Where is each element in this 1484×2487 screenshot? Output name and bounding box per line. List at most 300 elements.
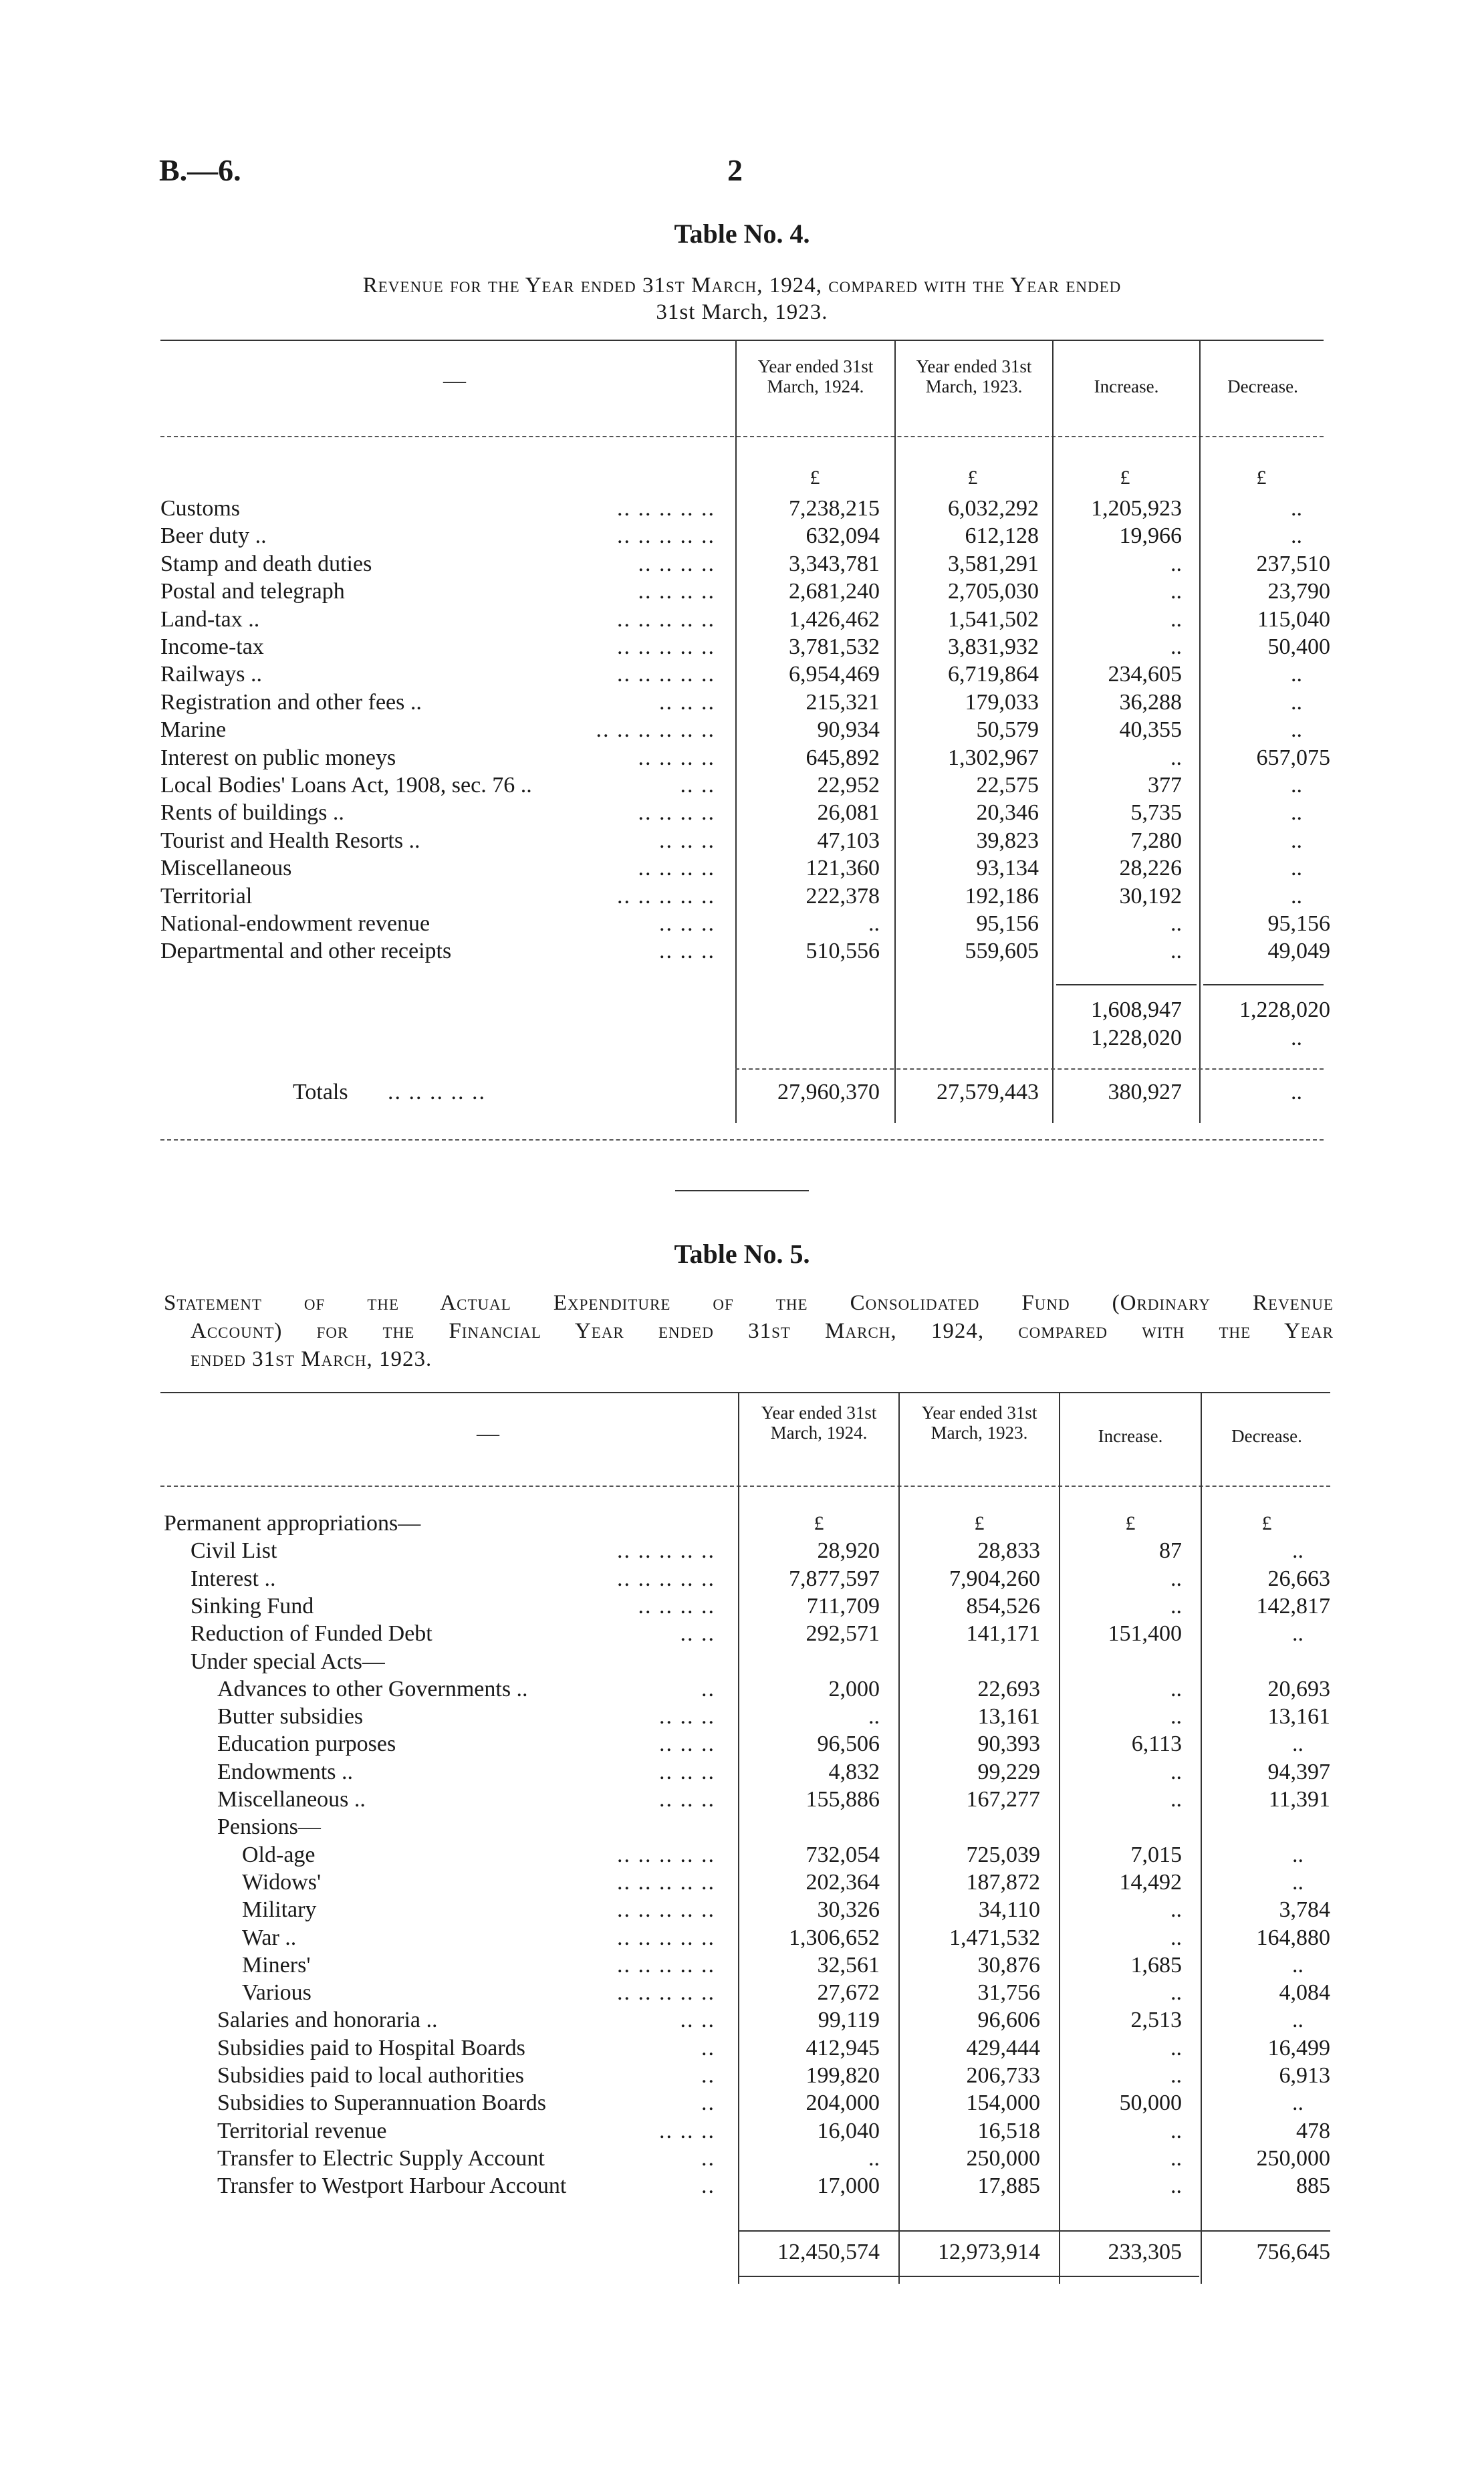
table4-bottom-rule [160, 1139, 1324, 1141]
table4-totals-dots: .. .. .. .. .. [388, 1080, 486, 1104]
table5-row [0, 1648, 1484, 1676]
value-decrease: .. [1291, 717, 1302, 743]
value-1924: 121,360 [806, 856, 880, 881]
row-label: Land-tax .. [160, 606, 260, 632]
value-decrease: .. [1291, 689, 1302, 715]
row-label: Beer duty .. [160, 523, 267, 549]
table5-unit: £ [814, 1512, 824, 1534]
row-label: Civil List [191, 1538, 277, 1564]
table5-title: Table No. 5. [674, 1239, 810, 1269]
value-increase: 1,205,923 [1091, 496, 1182, 521]
table4-subtotal-rule [1203, 984, 1324, 985]
row-label: Postal and telegraph [160, 579, 345, 604]
value-1924: 27,672 [817, 1980, 880, 2006]
value-increase: .. [1170, 551, 1182, 576]
row-leader-dots: .. [701, 2145, 715, 2171]
value-decrease: .. [1291, 856, 1302, 881]
value-decrease: 49,049 [1267, 939, 1330, 964]
value-1923: 1,302,967 [948, 745, 1039, 770]
table5-totals-row [0, 2238, 1484, 2266]
page-number: 2 [727, 153, 743, 187]
row-label: Salaries and honoraria .. [217, 2008, 438, 2033]
value-increase: .. [1170, 1566, 1182, 1591]
value-increase: 151,400 [1108, 1621, 1182, 1647]
row-leader-dots: .. .. .. .. .. [617, 1925, 715, 1950]
value-decrease: 250,000 [1256, 2145, 1330, 2171]
value-1924: 16,040 [817, 2118, 880, 2143]
value-1923: 187,872 [966, 1869, 1040, 1895]
value-1924: 204,000 [806, 2091, 880, 2116]
value-1923: 17,885 [977, 2173, 1040, 2199]
table4-subtotal-row [0, 996, 1484, 1024]
value-1923: 559,605 [965, 939, 1039, 964]
value-1924: 3,343,781 [789, 551, 880, 576]
value-increase: 7,280 [1130, 828, 1182, 853]
row-leader-dots: .. .. .. .. [638, 745, 715, 770]
value-1923: 429,444 [966, 2035, 1040, 2060]
row-leader-dots: .. .. .. .. .. [617, 1869, 715, 1895]
value-1924: 3,781,532 [789, 634, 880, 659]
value-1923: 20,346 [976, 800, 1039, 826]
value-1923: 28,833 [977, 1538, 1040, 1564]
value-increase: .. [1170, 1593, 1182, 1619]
row-leader-dots: .. .. .. .. .. [617, 1952, 715, 1978]
row-leader-dots: .. [701, 2063, 715, 2088]
table5-row [0, 1565, 1484, 1593]
value-increase: .. [1170, 2173, 1182, 2199]
table4-row [0, 606, 1484, 634]
table4-subtotal-decrease: .. [1291, 1026, 1302, 1050]
value-1923: 90,393 [977, 1732, 1040, 1757]
value-decrease: .. [1292, 1952, 1304, 1978]
table4-row [0, 522, 1484, 550]
table5-unit: £ [1125, 1512, 1136, 1534]
value-1923: 1,471,532 [949, 1925, 1040, 1950]
value-decrease: .. [1291, 662, 1302, 687]
row-leader-dots: .. .. [680, 1621, 715, 1647]
value-1924: 17,000 [817, 2173, 880, 2199]
table5-col-increase: Increase. [1098, 1426, 1163, 1446]
row-label: Territorial [160, 883, 253, 909]
row-leader-dots: .. .. .. .. .. [617, 662, 715, 687]
value-decrease: 16,499 [1267, 2035, 1330, 2060]
value-1924: 90,934 [817, 717, 880, 743]
table4-totals-row [0, 1078, 1484, 1106]
table4-row [0, 661, 1484, 689]
table4-unit: £ [1256, 467, 1267, 489]
table4-row [0, 578, 1484, 606]
value-increase: .. [1170, 634, 1182, 659]
value-increase: 50,000 [1119, 2091, 1182, 2116]
row-label: Widows' [242, 1869, 322, 1895]
row-leader-dots: .. .. .. .. .. [617, 1566, 715, 1591]
value-increase: 234,605 [1108, 662, 1182, 687]
table5-row [0, 1786, 1484, 1814]
value-increase: .. [1170, 579, 1182, 604]
table4-header-rule [160, 436, 1324, 437]
value-increase: .. [1170, 1759, 1182, 1784]
value-decrease: .. [1292, 1732, 1304, 1757]
table4-totals-1923: 27,579,443 [937, 1080, 1039, 1104]
table4-subtotal-rule [1056, 984, 1197, 985]
row-leader-dots: .. [701, 1676, 715, 1701]
value-increase: 36,288 [1119, 689, 1182, 715]
value-1923: 154,000 [966, 2091, 1040, 2116]
table5-row [0, 2006, 1484, 2034]
value-increase: .. [1170, 2118, 1182, 2143]
row-leader-dots: .. [701, 2173, 715, 2199]
table4-totals-decrease: .. [1291, 1080, 1302, 1104]
value-decrease: 3,784 [1279, 1897, 1330, 1923]
value-decrease: .. [1292, 2091, 1304, 2116]
table5-row [0, 2117, 1484, 2145]
value-1924: 222,378 [806, 883, 880, 909]
value-increase: 14,492 [1119, 1869, 1182, 1895]
value-1924: 26,081 [817, 800, 880, 826]
table5-row [0, 2172, 1484, 2200]
value-1924: 155,886 [806, 1787, 880, 1812]
value-increase: 87 [1159, 1538, 1182, 1564]
table4-row [0, 882, 1484, 911]
table4-unit: £ [967, 467, 978, 489]
row-leader-dots: .. .. .. [659, 1787, 715, 1812]
value-1923: 3,581,291 [948, 551, 1039, 576]
row-label: Stamp and death duties [160, 551, 372, 576]
row-leader-dots: .. [701, 2091, 715, 2116]
value-decrease: 11,391 [1268, 1787, 1330, 1812]
table4-row [0, 716, 1484, 744]
value-increase: .. [1170, 2035, 1182, 2060]
row-leader-dots: .. [701, 2035, 715, 2060]
value-decrease: .. [1292, 1869, 1304, 1895]
table4-totals-increase: 380,927 [1108, 1080, 1182, 1104]
row-label: Military [242, 1897, 317, 1923]
value-1924: .. [868, 911, 880, 936]
row-leader-dots: .. .. .. .. .. [617, 606, 715, 632]
table5-caption-line3: ended 31st March, 1923. [191, 1347, 432, 1371]
value-1924: 412,945 [806, 2035, 880, 2060]
row-label: Transfer to Electric Supply Account [217, 2145, 545, 2171]
value-increase: 28,226 [1119, 856, 1182, 881]
table4-col-blank: — [443, 368, 466, 393]
value-increase: .. [1170, 1704, 1182, 1730]
value-decrease: .. [1292, 2008, 1304, 2033]
table4-col-decrease: Decrease. [1227, 376, 1298, 396]
row-label: National-endowment revenue [160, 911, 430, 936]
value-1923: 725,039 [966, 1842, 1040, 1867]
row-label: Reduction of Funded Debt [191, 1621, 432, 1647]
table5-row [0, 1730, 1484, 1758]
value-1923: 50,579 [976, 717, 1039, 743]
row-leader-dots: .. .. .. [659, 939, 715, 964]
row-leader-dots: .. .. .. .. [638, 579, 715, 604]
row-label: Old-age [242, 1842, 316, 1867]
table4-top-rule [160, 340, 1324, 341]
value-increase: .. [1170, 1897, 1182, 1923]
row-label: Income-tax [160, 634, 264, 659]
table4-col-1924: Year ended 31st March, 1924. [757, 356, 874, 396]
value-1924: 96,506 [817, 1732, 880, 1757]
row-leader-dots: .. .. .. .. .. [617, 883, 715, 909]
table4-col-increase: Increase. [1094, 376, 1159, 396]
row-label: Registration and other fees .. [160, 689, 422, 715]
value-1924: 99,119 [818, 2008, 880, 2033]
row-label: Under special Acts— [191, 1649, 385, 1674]
table4-row [0, 827, 1484, 855]
value-1924: 711,709 [806, 1593, 880, 1619]
value-decrease: 6,913 [1279, 2063, 1330, 2088]
value-1923: 31,756 [977, 1980, 1040, 2006]
table5-row [0, 1813, 1484, 1841]
table5-col-blank: — [477, 1421, 499, 1446]
value-1924: 6,954,469 [789, 662, 880, 687]
value-decrease: .. [1292, 1842, 1304, 1867]
value-decrease: .. [1291, 883, 1302, 909]
value-increase: .. [1170, 939, 1182, 964]
value-decrease: .. [1292, 1621, 1304, 1647]
row-label: Rents of buildings .. [160, 800, 344, 826]
table4-row [0, 799, 1484, 827]
table4-unit: £ [810, 467, 820, 489]
value-1923: 95,156 [976, 911, 1039, 936]
row-leader-dots: .. .. .. [659, 689, 715, 715]
value-decrease: 26,663 [1267, 1566, 1330, 1591]
table4-caption-line1: Revenue for the Year ended 31st March, 1924, compared with the Year ended [362, 273, 1122, 298]
row-leader-dots: .. .. .. .. .. .. [596, 717, 715, 743]
table5-row [0, 1979, 1484, 2007]
value-1924: .. [868, 1704, 880, 1730]
value-1924: 32,561 [817, 1952, 880, 1978]
row-leader-dots: .. .. .. .. .. [617, 1980, 715, 2006]
value-1923: 1,541,502 [948, 606, 1039, 632]
row-label: Pensions— [217, 1814, 321, 1840]
row-label: Various [242, 1980, 312, 2006]
value-increase: .. [1170, 1925, 1182, 1950]
value-1924: 215,321 [806, 689, 880, 715]
row-label: Customs [160, 496, 241, 521]
value-increase: 2,513 [1130, 2008, 1182, 2033]
value-1924: 7,877,597 [789, 1566, 880, 1591]
table4-totals-1924: 27,960,370 [777, 1080, 880, 1104]
table5-row [0, 1951, 1484, 1980]
table5-row [0, 1703, 1484, 1731]
value-1924: 22,952 [817, 773, 880, 798]
value-decrease: .. [1291, 773, 1302, 798]
table4-col-1923: Year ended 31st March, 1923. [916, 356, 1032, 396]
value-decrease: 94,397 [1267, 1759, 1330, 1784]
value-1923: 93,134 [976, 856, 1039, 881]
table4-row [0, 937, 1484, 965]
value-increase: .. [1170, 1980, 1182, 2006]
table4-row [0, 633, 1484, 661]
value-increase: .. [1170, 1676, 1182, 1701]
value-1924: 2,000 [828, 1676, 880, 1701]
table5-row [0, 1620, 1484, 1648]
table5-row [0, 1510, 1484, 1538]
table5-totals-1923: 12,973,914 [938, 2240, 1040, 2264]
row-label: Interest .. [191, 1566, 276, 1591]
table4-row [0, 689, 1484, 717]
value-1924: 30,326 [817, 1897, 880, 1923]
value-1923: 34,110 [978, 1897, 1040, 1923]
row-leader-dots: .. .. .. .. .. [617, 1842, 715, 1867]
table4-caption-line2: 31st March, 1923. [656, 300, 828, 324]
row-label: Miscellaneous [160, 856, 292, 881]
value-decrease: 478 [1296, 2118, 1330, 2143]
table4-subtotal-decrease: 1,228,020 [1239, 997, 1330, 1022]
table5-row [0, 1675, 1484, 1703]
value-1923: 192,186 [965, 883, 1039, 909]
value-1923: 39,823 [976, 828, 1039, 853]
row-leader-dots: .. .. .. .. [638, 1593, 715, 1619]
value-1923: 99,229 [977, 1759, 1040, 1784]
row-label: Tourist and Health Resorts .. [160, 828, 420, 853]
row-label: Interest on public moneys [160, 745, 396, 770]
row-label: Marine [160, 717, 227, 743]
value-1924: 292,571 [806, 1621, 880, 1647]
row-label: Permanent appropriations— [164, 1511, 421, 1536]
row-leader-dots: .. .. .. .. [638, 800, 715, 826]
value-decrease: 657,075 [1256, 745, 1330, 770]
value-1923: 7,904,260 [949, 1566, 1040, 1591]
value-1923: 206,733 [966, 2063, 1040, 2088]
value-1924: 28,920 [817, 1538, 880, 1564]
value-increase: 377 [1148, 773, 1182, 798]
table5-row [0, 2034, 1484, 2062]
value-1923: 30,876 [977, 1952, 1040, 1978]
row-leader-dots: .. .. .. [659, 828, 715, 853]
table4-row [0, 495, 1484, 523]
value-decrease: 142,817 [1256, 1593, 1330, 1619]
table4-row [0, 854, 1484, 882]
table5-row [0, 2145, 1484, 2173]
value-increase: 7,015 [1130, 1842, 1182, 1867]
value-increase: .. [1170, 2145, 1182, 2171]
value-1923: 13,161 [977, 1704, 1040, 1730]
table5-row [0, 1896, 1484, 1924]
row-leader-dots: .. .. .. .. .. [617, 496, 715, 521]
row-label: Local Bodies' Loans Act, 1908, sec. 76 .. [160, 773, 532, 798]
table5-totals-rule [738, 2230, 1330, 2232]
row-leader-dots: .. .. .. .. [638, 551, 715, 576]
value-1923: 22,575 [976, 773, 1039, 798]
value-decrease: 95,156 [1267, 911, 1330, 936]
row-label: Subsidies to Superannuation Boards [217, 2091, 547, 2116]
row-leader-dots: .. .. .. [659, 1704, 715, 1730]
value-increase: 19,966 [1119, 523, 1182, 549]
value-1923: 6,032,292 [948, 496, 1039, 521]
row-label: Subsidies paid to local authorities [217, 2063, 524, 2088]
value-increase: 6,113 [1131, 1732, 1182, 1757]
row-label: Transfer to Westport Harbour Account [217, 2173, 567, 2199]
value-1923: 167,277 [966, 1787, 1040, 1812]
value-1924: 510,556 [806, 939, 880, 964]
value-1924: 7,238,215 [789, 496, 880, 521]
value-1924: 202,364 [806, 1869, 880, 1895]
row-leader-dots: .. .. .. [659, 1732, 715, 1757]
value-1924: 1,426,462 [789, 606, 880, 632]
table5-bottom-rule [738, 2276, 1199, 2277]
value-1924: 732,054 [806, 1842, 880, 1867]
value-1923: 141,171 [966, 1621, 1040, 1647]
table5-totals-1924: 12,450,574 [777, 2240, 880, 2264]
row-label: Departmental and other receipts [160, 939, 452, 964]
table5-row [0, 1869, 1484, 1897]
value-increase: 1,685 [1130, 1952, 1182, 1978]
table5-row [0, 1841, 1484, 1869]
table5-caption-line2: Account) for the Financial Year ended 31st March, 1924, compared with the Year [191, 1319, 1334, 1343]
table5-unit: £ [974, 1512, 985, 1534]
value-decrease: 164,880 [1256, 1925, 1330, 1950]
value-increase: .. [1170, 911, 1182, 936]
table5-unit: £ [1261, 1512, 1272, 1534]
value-decrease: 23,790 [1267, 579, 1330, 604]
row-label: Railways .. [160, 662, 263, 687]
table5-totals-increase: 233,305 [1108, 2240, 1182, 2264]
table5-row [0, 2089, 1484, 2117]
table4-row [0, 910, 1484, 938]
value-increase: .. [1170, 2063, 1182, 2088]
value-increase: .. [1170, 606, 1182, 632]
value-1924: 632,094 [806, 523, 880, 549]
table4-row [0, 550, 1484, 578]
value-1923: 250,000 [966, 2145, 1040, 2171]
value-decrease: 50,400 [1267, 634, 1330, 659]
value-increase: 30,192 [1119, 883, 1182, 909]
table5-row [0, 1592, 1484, 1621]
value-1924: 1,306,652 [789, 1925, 880, 1950]
row-label: Sinking Fund [191, 1593, 314, 1619]
table4-totals-label: Totals [293, 1080, 348, 1104]
row-label: Miscellaneous .. [217, 1787, 366, 1812]
row-leader-dots: .. .. .. [659, 1759, 715, 1784]
row-label: Education purposes [217, 1732, 396, 1757]
value-1924: 4,832 [828, 1759, 880, 1784]
table4-row [0, 744, 1484, 772]
value-1923: 2,705,030 [948, 579, 1039, 604]
value-1923: 179,033 [965, 689, 1039, 715]
table5-row [0, 1924, 1484, 1952]
row-label: Advances to other Governments .. [217, 1676, 528, 1701]
row-leader-dots: .. .. .. .. .. [617, 1897, 715, 1923]
row-label: Butter subsidies [217, 1704, 364, 1730]
table5-row [0, 1758, 1484, 1786]
value-decrease: 13,161 [1267, 1704, 1330, 1730]
value-decrease: 885 [1296, 2173, 1330, 2199]
value-increase: 5,735 [1130, 800, 1182, 826]
table5-top-rule [160, 1392, 1330, 1393]
section-divider [675, 1190, 809, 1191]
value-decrease: .. [1291, 800, 1302, 826]
table4-unit: £ [1120, 467, 1130, 489]
row-label: Endowments .. [217, 1759, 354, 1784]
value-increase: .. [1170, 1787, 1182, 1812]
value-1923: 6,719,864 [948, 662, 1039, 687]
row-label: Subsidies paid to Hospital Boards [217, 2035, 525, 2060]
value-increase: .. [1170, 745, 1182, 770]
value-decrease: .. [1292, 1538, 1304, 1564]
table5-col-1923: Year ended 31st March, 1923. [921, 1403, 1037, 1443]
value-1924: 47,103 [817, 828, 880, 853]
table4-totals-rule [735, 1068, 1324, 1070]
value-1923: 16,518 [977, 2118, 1040, 2143]
table4-subtotal-increase: 1,228,020 [1091, 1026, 1182, 1050]
value-1923: 96,606 [977, 2008, 1040, 2033]
table5-row [0, 1537, 1484, 1565]
value-decrease: 237,510 [1256, 551, 1330, 576]
row-leader-dots: .. .. .. .. .. [617, 634, 715, 659]
value-1924: 645,892 [806, 745, 880, 770]
